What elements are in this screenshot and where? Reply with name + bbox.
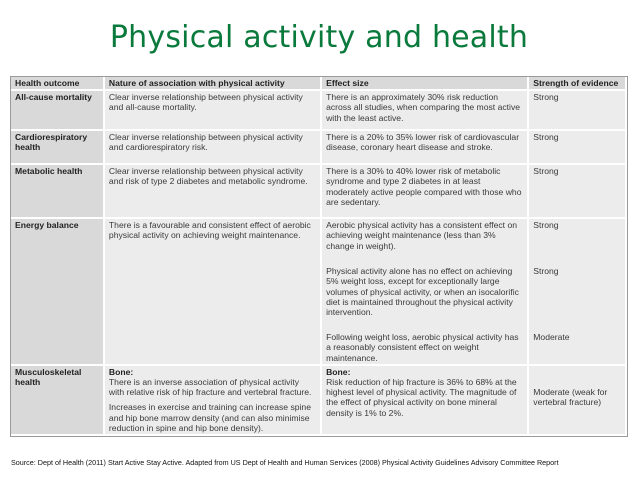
strength-text: Strong xyxy=(533,92,559,103)
strength-cell xyxy=(529,366,627,436)
header-health-outcome: Health outcome xyxy=(11,77,105,91)
effect-cell xyxy=(322,165,529,219)
outcome-cell: Energy balance xyxy=(11,219,105,366)
association-text: Clear inverse relationship between physical activity and cardiorespiratory risk. xyxy=(108,132,303,153)
effect-text: There is an approximately 30% risk reduction across all studies, when comparing the most active with the least active. xyxy=(326,92,521,123)
outcome-cell: Cardiorespiratory health xyxy=(11,131,105,165)
strength-text: Moderate xyxy=(533,332,570,343)
association-cell xyxy=(105,219,322,366)
effect-text: There is a 20% to 35% lower risk of cardiovascular disease, coronary heart disease and stroke. xyxy=(326,132,520,153)
effect-text: Physical activity alone has no effect on achieving 5% weight loss, except for exceptionally large volumes of physical activity, or when an isocalorific diet is maintained throughout the physical activity intervention. xyxy=(326,266,519,318)
effect-cell xyxy=(322,366,529,436)
outcome-cell: All-cause mortality xyxy=(11,91,105,131)
strength-cell xyxy=(529,219,627,366)
strength-cell xyxy=(529,91,627,131)
association-text: Increases in exercise and training can increase spine and hip bone marrow density (and can also minimise reduction in spine and hip bone density). xyxy=(108,402,311,433)
table-header-row xyxy=(11,77,627,91)
source-citation: Source: Dept of Health (2011) Start Active Stay Active. Adapted from US Dept of Health and Human Services (2008) Physical Activity Guidelines Advisory Committee Report xyxy=(11,458,559,467)
table-row xyxy=(11,91,627,131)
strength-text: Moderate (weak for vertebral fracture) xyxy=(533,386,608,408)
association-cell xyxy=(105,131,322,165)
effect-cell xyxy=(322,131,529,165)
association-cell xyxy=(105,165,322,219)
association-text: There is an inverse association of physical activity with relative risk of hip fracture and vertebral fracture. xyxy=(108,377,312,398)
association-cell xyxy=(105,91,322,131)
outcome-cell: Metabolic health xyxy=(11,165,105,219)
association-text: There is a favourable and consistent effect of aerobic physical activity on achieving weight maintenance. xyxy=(108,220,311,241)
table-row xyxy=(11,366,627,436)
effect-text: Aerobic physical activity has a consistent effect on achieving weight maintenance (less than 3% change in weight). xyxy=(326,220,518,251)
effect-cell xyxy=(322,91,529,131)
slide-title: Physical activity and health xyxy=(109,20,529,55)
effect-text: Following weight loss, aerobic physical activity has a reasonably consistent effect on weight maintenance. xyxy=(326,332,519,363)
strength-cell xyxy=(529,131,627,165)
table-row xyxy=(11,131,627,165)
association-text: Clear inverse relationship between physical activity and risk of type 2 diabetes and metabolic syndrome. xyxy=(108,166,308,187)
association-text: Clear inverse relationship between physical activity and all-cause mortality. xyxy=(108,92,303,113)
association-cell xyxy=(105,366,322,436)
effect-cell xyxy=(322,219,529,366)
header-strength: Strength of evidence xyxy=(529,77,627,91)
strength-text: Strong xyxy=(533,220,559,231)
table-row xyxy=(11,165,627,219)
effect-text: Risk reduction of hip fracture is 36% to 68% at the highest level of physical activity. The magnitude of the effect of physical activity on bone mineral density is 1% to 2%. xyxy=(326,377,517,418)
effect-text: There is a 30% to 40% lower risk of metabolic syndrome and type 2 diabetes in at least moderately active people compared with those who are sedentary. xyxy=(326,166,522,207)
effect-heading: Bone: xyxy=(326,366,351,377)
strength-cell xyxy=(529,165,627,219)
strength-text: Strong xyxy=(533,266,559,277)
association-heading: Bone: xyxy=(108,366,134,377)
strength-text: Strong xyxy=(533,166,559,177)
header-association: Nature of association with physical activity xyxy=(105,77,322,91)
table-row xyxy=(11,219,627,366)
strength-text: Strong xyxy=(533,132,559,143)
header-effect-size: Effect size xyxy=(322,77,529,91)
physical-activity-table xyxy=(10,76,628,437)
outcome-cell: Musculoskeletal health xyxy=(11,366,105,436)
